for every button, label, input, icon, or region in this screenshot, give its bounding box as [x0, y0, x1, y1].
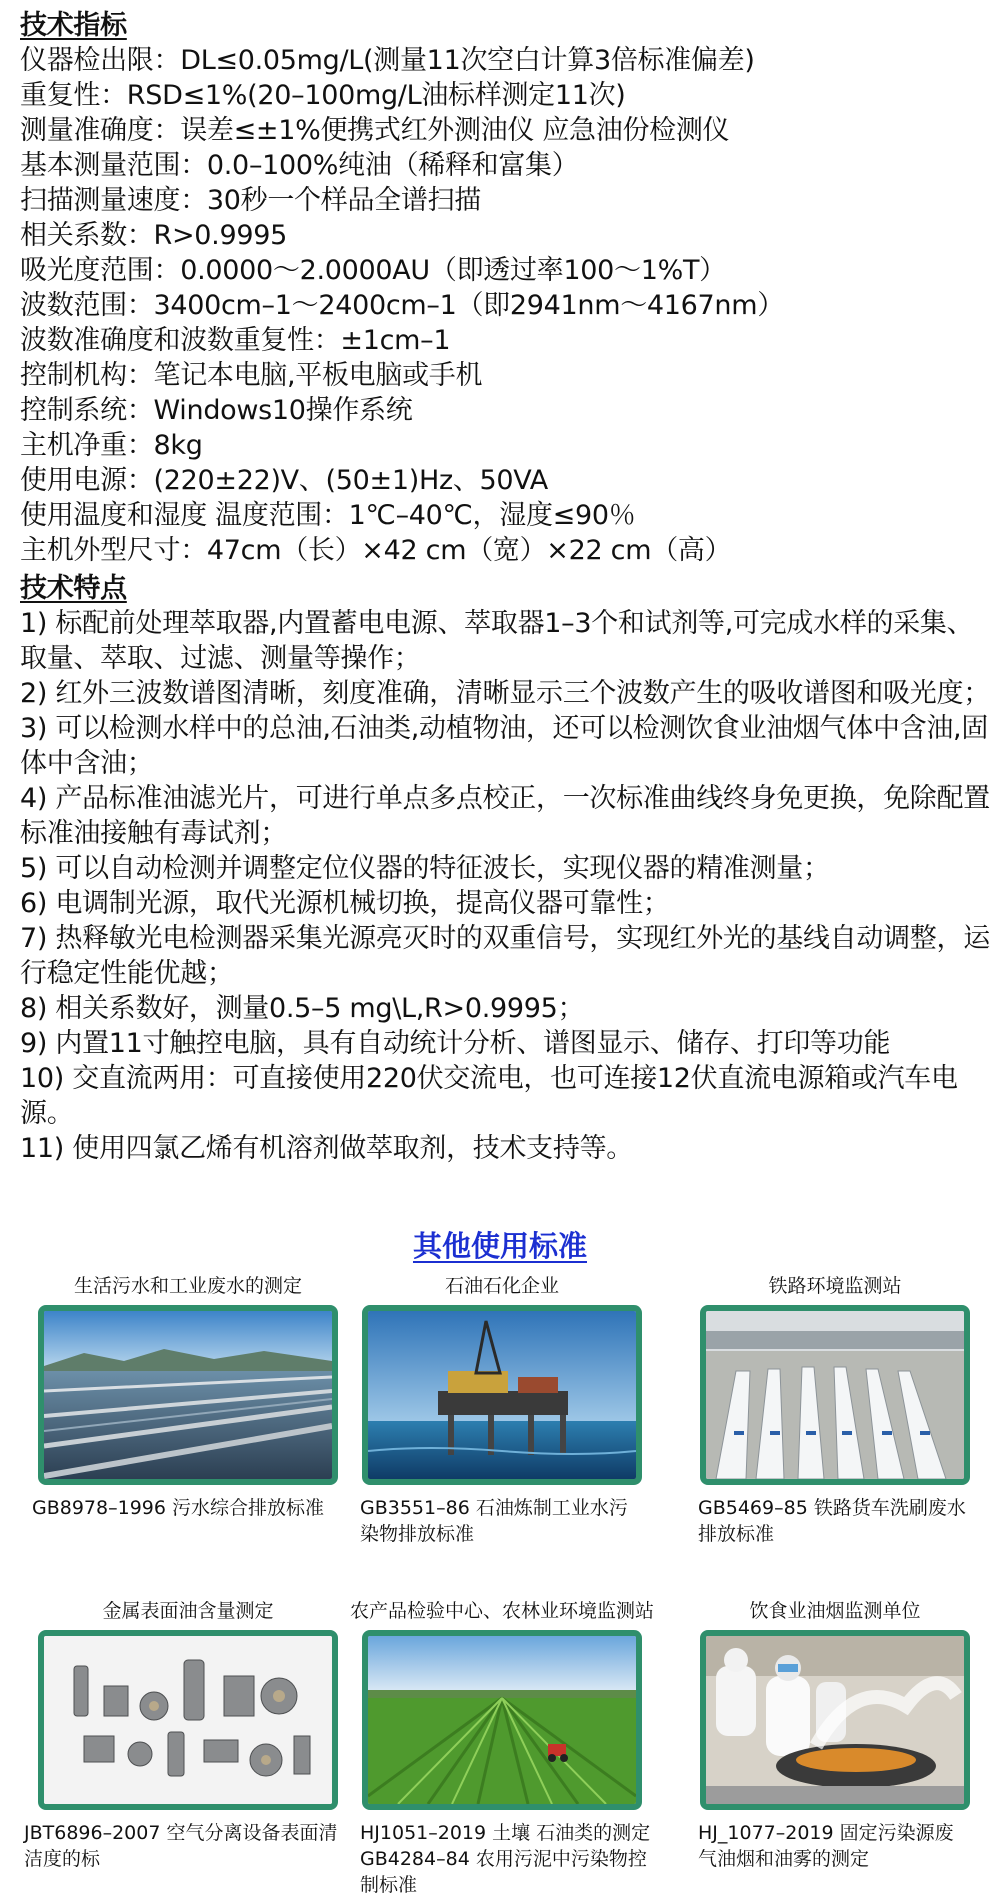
spec-line: 吸光度范围：0.0000～2.0000AU（即透过率100～1%T）: [20, 255, 726, 286]
spec-line: 扫描测量速度：30秒一个样品全谱扫描: [20, 185, 481, 216]
standard-card-petrochemical: [362, 1273, 642, 1547]
card-label: 铁路环境监测站: [768, 1275, 902, 1297]
kitchen-photo: [700, 1630, 970, 1810]
standard-card-wastewater: [32, 1273, 338, 1521]
card-label: 金属表面油含量测定: [102, 1600, 274, 1622]
spec-line: 使用电源：(220±22)V、(50±1)Hz、50VA: [20, 465, 548, 496]
spec-line: 使用温度和湿度 温度范围：1℃–40℃，湿度≤90％: [20, 500, 636, 531]
spec-line: 测量准确度：误差≤±1%便携式红外测油仪 应急油份检测仪: [20, 115, 730, 146]
spec-heading: 技术指标: [20, 10, 127, 41]
standard-card-agriculture: [349, 1598, 654, 1898]
feature-item: 1) 标配前处理萃取器,内置蓄电电源、萃取器1–3个和试剂等,可完成水样的采集、取量、萃取、过滤、测量等操作；: [20, 608, 974, 674]
spec-line: 控制系统：Windows10操作系统: [20, 395, 413, 426]
card-caption: JBT6896–2007 空气分离设备表面清洁度的标: [24, 1822, 338, 1870]
wastewater-photo: [38, 1305, 338, 1485]
card-caption: HJ1051–2019 土壤 石油类的测定 GB4284–84 农用污泥中污染物控制标准: [360, 1822, 651, 1896]
metal-parts-photo: [38, 1630, 338, 1810]
card-caption: HJ_1077–2019 固定污染源废气油烟和油雾的测定: [698, 1822, 954, 1870]
spec-line: 基本测量范围：0.0–100%纯油（稀释和富集）: [20, 150, 579, 181]
railway-photo: [700, 1305, 970, 1485]
features-heading: 技术特点: [20, 573, 127, 604]
spec-line: 重复性：RSD≤1%(20–100mg/L油标样测定11次): [20, 80, 626, 111]
card-label: 石油石化企业: [444, 1275, 559, 1297]
feature-item: 7) 热释敏光电检测器采集光源亮灭时的双重信号，实现红外光的基线自动调整，运行稳定性能优越；: [20, 923, 990, 989]
feature-item: 11) 使用四氯乙烯有机溶剂做萃取剂，技术支持等。: [20, 1133, 633, 1164]
spec-line: 相关系数：R>0.9995: [20, 220, 287, 251]
spec-line: 仪器检出限：DL≤0.05mg/L(测量11次空白计算3倍标准偏差): [20, 45, 755, 76]
standards-title: 其他使用标准: [412, 1229, 587, 1263]
card-caption: GB8978–1996 污水综合排放标准: [32, 1497, 325, 1519]
standard-card-catering: [700, 1598, 970, 1872]
feature-item: 3) 可以检测水样中的总油,石油类,动植物油，还可以检测饮食业油烟气体中含油,固体中含油；: [20, 713, 989, 779]
spec-line: 主机外型尺寸：47cm（长）×42 cm（宽）×22 cm（高）: [20, 535, 732, 566]
feature-item: 6) 电调制光源，取代光源机械切换，提高仪器可靠性；: [20, 888, 670, 919]
standard-card-metal: [24, 1598, 338, 1872]
feature-item: 8) 相关系数好，测量0.5–5 mg\L,R>0.9995；: [20, 993, 585, 1024]
spec-line: 控制机构：笔记本电脑,平板电脑或手机: [20, 360, 483, 391]
oil-rig-photo: [362, 1305, 642, 1485]
feature-item: 9) 内置11寸触控电脑，具有自动统计分析、谱图显示、储存、打印等功能: [20, 1028, 891, 1059]
card-label: 农产品检验中心、农林业环境监测站: [349, 1600, 654, 1622]
spec-line: 波数范围：3400cm–1～2400cm–1（即2941nm～4167nm）: [20, 290, 784, 321]
spec-line: 主机净重：8kg: [20, 430, 203, 461]
card-label: 饮食业油烟监测单位: [749, 1600, 921, 1622]
feature-item: 5) 可以自动检测并调整定位仪器的特征波长，实现仪器的精准测量；: [20, 853, 830, 884]
standard-card-railway: [700, 1273, 970, 1547]
farmland-photo: [362, 1630, 642, 1810]
card-caption: GB3551–86 石油炼制工业水污染物排放标准: [360, 1497, 628, 1545]
feature-item: 2) 红外三波数谱图清晰，刻度准确，清晰显示三个波数产生的吸收谱图和吸光度；: [20, 678, 990, 709]
feature-item: 10) 交直流两用：可直接使用220伏交流电，也可连接12伏直流电源箱或汽车电源。: [20, 1063, 958, 1129]
feature-item: 4) 产品标准油滤光片，可进行单点多点校正，一次标准曲线终身免更换，免除配置标准油接触有毒试剂；: [20, 783, 990, 849]
card-label: 生活污水和工业废水的测定: [73, 1275, 302, 1297]
spec-line: 波数准确度和波数重复性：±1cm–1: [20, 325, 451, 356]
features-section: [20, 571, 995, 1166]
card-caption: GB5469–85 铁路货车洗刷废水排放标准: [698, 1497, 966, 1545]
spec-section: [20, 8, 995, 568]
